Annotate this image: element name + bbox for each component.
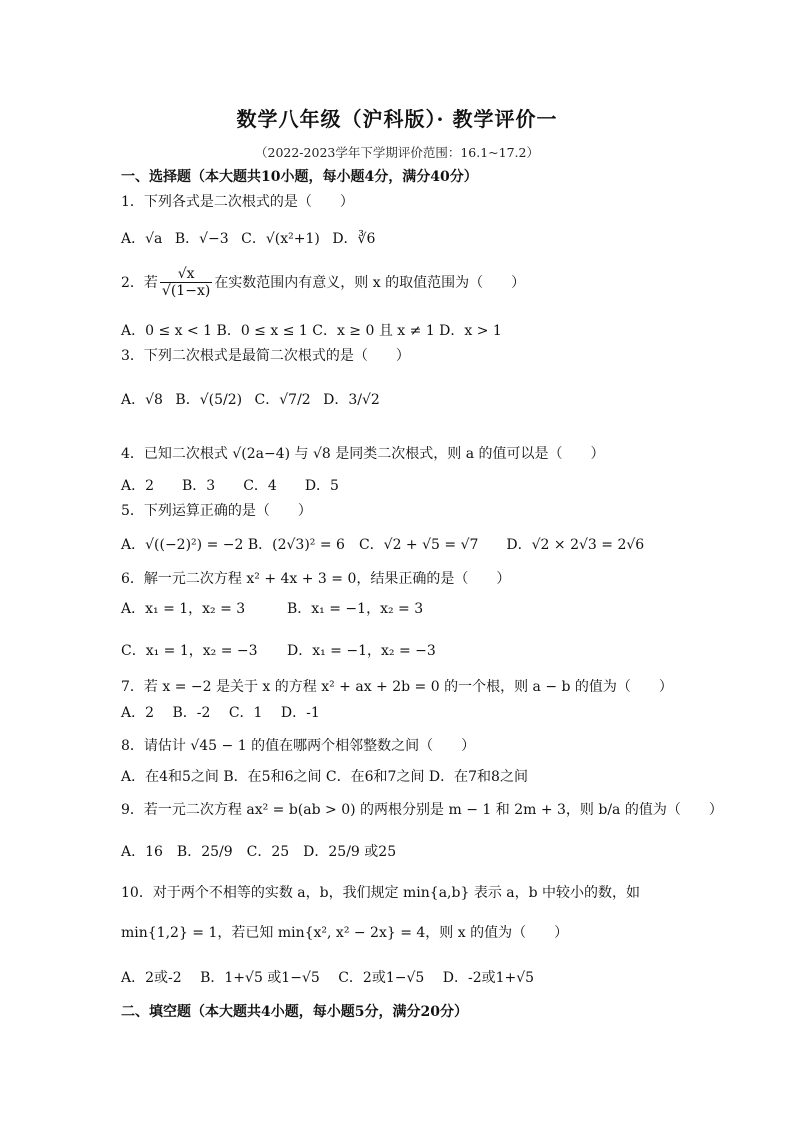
question-2-denominator: √(1−x)	[161, 283, 211, 300]
question-2-prefix: 2．若	[121, 274, 158, 291]
question-5-stem: 5．下列运算正确的是（ ）	[121, 503, 312, 519]
question-2-options: A．0 ≤ x < 1 B．0 ≤ x ≤ 1 C．x ≥ 0 且 x ≠ 1 D．x > 1	[121, 323, 502, 339]
question-10-line2: min{1,2} = 1，若已知 min{x², x² − 2x} = 4，则 x 的值为（ ）	[121, 925, 569, 941]
option-6a: A．x₁ = 1，x₂ = 3	[121, 601, 246, 617]
question-3-options	[121, 389, 380, 409]
option-1c: C．√(x²+1)	[241, 231, 320, 247]
section-heading-choice: 一、选择题（本大题共10小题，每小题4分，满分40分）	[121, 169, 478, 185]
page-title: 数学八年级（沪科版）· 教学评价一	[236, 107, 558, 131]
question-3-stem: 3．下列二次根式是最简二次根式的是（ ）	[121, 348, 410, 364]
option-1d: D．∛6	[332, 231, 376, 247]
question-2-suffix: 在实数范围内有意义，则 x 的取值范围为（ ）	[214, 274, 526, 291]
question-2-numerator: √x	[160, 266, 212, 283]
option-3b: B．√(5/2)	[175, 392, 243, 408]
question-2-stem	[121, 266, 525, 300]
question-10-line1: 10．对于两个不相等的实数 a，b，我们规定 min{a,b} 表示 a，b 中较小的数，如	[121, 885, 641, 901]
question-2-fraction	[160, 266, 212, 300]
question-1-stem: 1．下列各式是二次根式的是（ ）	[121, 194, 354, 210]
question-8-options: A．在4和5之间 B．在5和6之间 C．在6和7之间 D．在7和8之间	[121, 769, 528, 785]
question-4-stem: 4．已知二次根式 √(2a−4) 与 √8 是同类二次根式，则 a 的值可以是（ ）	[121, 446, 605, 462]
question-10-options: A．2或-2 B．1+√5 或1−√5 C．2或1−√5 D．-2或1+√5	[121, 970, 535, 986]
option-6b: B．x₁ = −1，x₂ = 3	[287, 601, 424, 617]
option-1b: B．√−3	[174, 231, 229, 247]
option-3a: A．√8	[121, 392, 163, 408]
question-7-options: A．2 B．-2 C．1 D．-1	[121, 705, 320, 721]
option-3c: C．√7/2	[254, 392, 311, 408]
question-4-options: A．2 B．3 C．4 D．5	[121, 478, 339, 494]
question-9-options: A．16 B．25/9 C．25 D．25/9 或25	[121, 844, 397, 860]
question-6-stem: 6．解一元二次方程 x² + 4x + 3 = 0，结果正确的是（ ）	[121, 571, 511, 587]
option-6d: D．x₁ = −1，x₂ = −3	[287, 643, 436, 659]
question-6-options-row2	[121, 640, 436, 660]
question-6-options-row1	[121, 598, 423, 618]
option-1a: A．√a	[121, 231, 163, 247]
page-subtitle: （2022-2023学年下学期评价范围：16.1~17.2）	[255, 145, 539, 160]
question-9-stem: 9．若一元二次方程 ax² = b(ab > 0) 的两根分别是 m − 1 和 2m + 3，则 b/a 的值为（ ）	[121, 802, 723, 818]
question-5-options: A．√((−2)²) = −2 B．(2√3)² = 6 C．√2 + √5 = √7 D．√2 × 2√3 = 2√6	[121, 537, 645, 553]
option-6c: C．x₁ = 1，x₂ = −3	[121, 643, 258, 659]
section-heading-fill: 二、填空题（本大题共4小题，每小题5分，满分20分）	[121, 1004, 468, 1020]
question-7-stem: 7．若 x = −2 是关于 x 的方程 x² + ax + 2b = 0 的一个根，则 a − b 的值为（ ）	[121, 679, 673, 695]
option-3d: D．3/√2	[323, 392, 380, 408]
question-8-stem: 8．请估计 √45 − 1 的值在哪两个相邻整数之间（ ）	[121, 738, 476, 754]
question-1-options	[121, 228, 375, 248]
